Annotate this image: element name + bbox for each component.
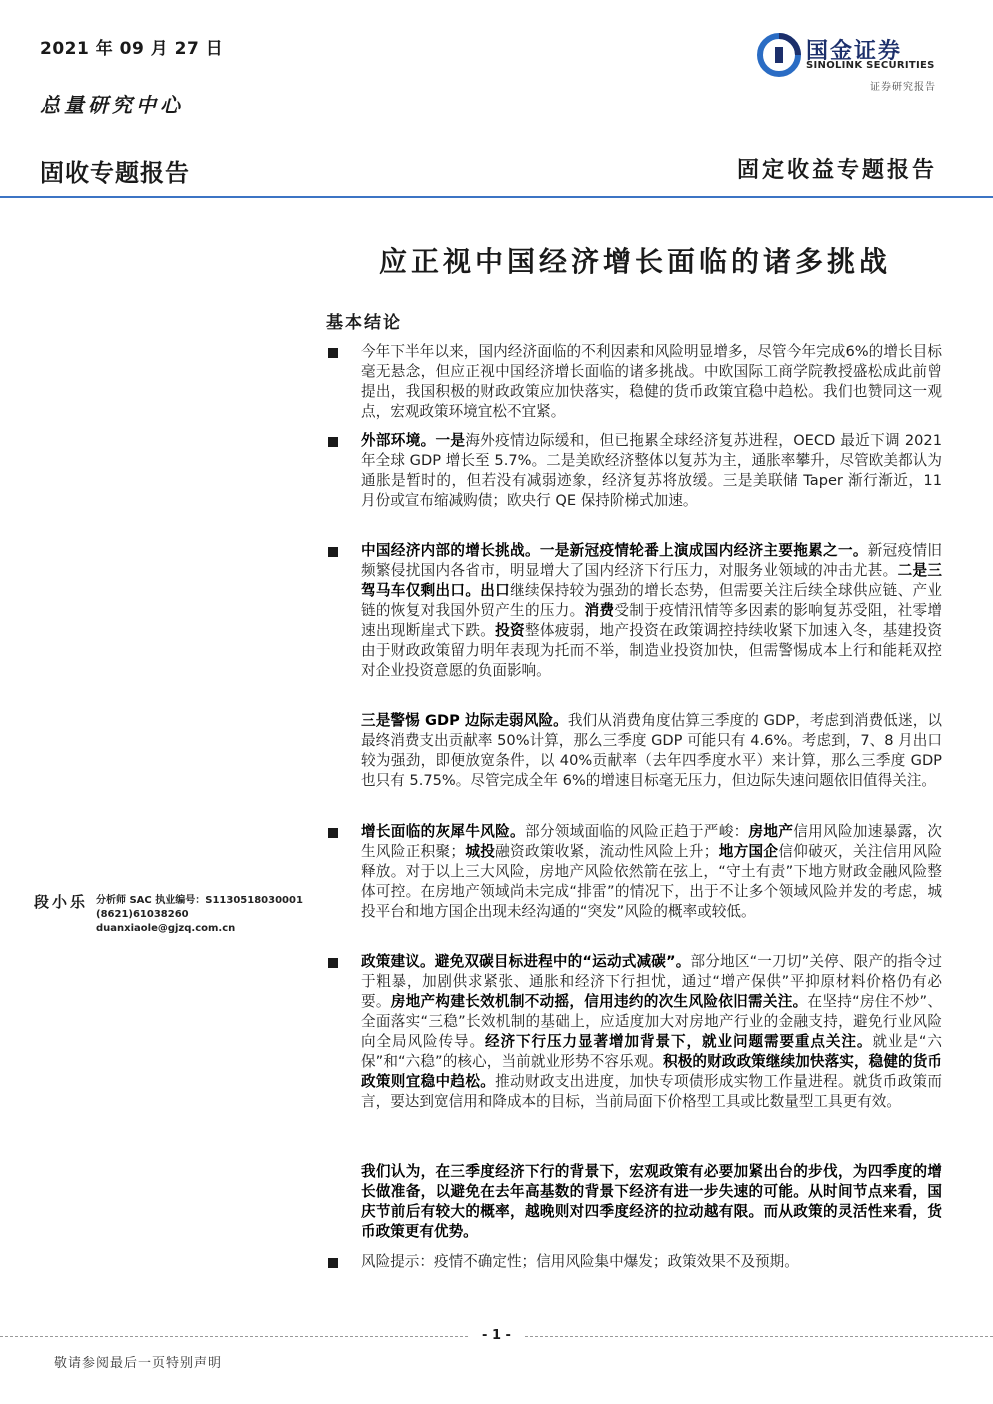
logo-name-en: SINOLINK SECURITIES (806, 60, 935, 71)
conclusion-paragraph (361, 1162, 942, 1242)
analyst-contact (96, 894, 303, 936)
body-text: 整体疲弱，地产投资在政策调控持续收紧下加速入冬，基建投资由于财政政策留力明年表现为托而不举，制造业投资加快，但需警惕成本上行和能耗双控对企业投资意愿的负面影响。 (361, 622, 942, 679)
body-text: 风险提示：疫情不确定性；信用风险集中爆发；政策效果不及预期。 (361, 1253, 799, 1270)
bullet-icon (328, 437, 338, 447)
body-text: 海外疫情边际缓和，但已拖累全球经济复苏进程，OECD 最近下调 2021 年全球 GDP 增长至 5.7%。二是美欧经济整体以复苏为主，通胀率攀升，尽管欧美都认为通胀是暂时的，但若没有减弱迹象，经济复苏将放缓。三是美联储 Taper 渐行渐近，11 月份或宣布缩减购债；欧央行 QE 保持阶梯式加速。 (361, 432, 942, 509)
section-title: 基本结论 (326, 313, 402, 333)
bullet-icon (328, 828, 338, 838)
logo-mark-icon (756, 32, 802, 78)
body-text: 融资政策收紧，流动性风险上升； (495, 843, 719, 860)
bullet-icon (328, 1258, 338, 1268)
bullet-icon (328, 547, 338, 557)
page-number: - 1 - (470, 1328, 523, 1343)
report-type-left: 固收专题报告 (40, 159, 190, 187)
body-text: 我们从消费角度估算三季度的 GDP，考虑到消费低迷，以最终消费支出贡献率 50%计算，那么三季度 GDP 可能只有 4.6%。考虑到，7、8 月出口较为强劲，即便放宽条件，以 40%贡献率（去年四季度水平）来计算，那么三季度 GDP 也只有 5.75%。尽管完成全年 6%的增速目标毫无压力，但边际失速问题依旧值得关注。 (361, 712, 942, 789)
body-text: 信仰破灭，关注信用风险释放。对于以上三大风险，房地产风险依然箭在弦上，“守土有责”下地方财政金融风险整体可控。在房地产领域尚未完成“排雷”的情况下，出于不让多个领域风险并发的考虑，城投平台和地方国企出现未经沟通的“突发”风险的概率或较低。 (361, 843, 942, 920)
body-text: 受制于疫情汛情等多因素的影响复苏受阻，社零增速出现断崖式下跌。 (361, 602, 942, 639)
report-type-right: 固定收益专题报告 (736, 157, 937, 183)
external-environment-paragraph (361, 431, 942, 511)
emphasis-text: 中国经济内部的增长挑战。一是新冠疫情轮番上演成国内经济主要拖累之一。 (361, 542, 868, 559)
risk-warning-paragraph (361, 1252, 942, 1272)
body-text: 部分地区“一刀切”关停、限产的指令过于粗暴，加剧供求紧张、通胀和经济下行担忧，通过“增产保供”平抑原材料价格仍有必要。 (361, 953, 943, 1010)
body-text: 就业是“六保”和“六稳”的核心，当前就业形势不容乐观。 (361, 1033, 942, 1070)
bullet-icon (328, 348, 338, 358)
analyst-name: 段小乐 (34, 893, 89, 911)
domestic-challenges-paragraph (361, 541, 942, 681)
emphasis-text: 外部环境。一是 (361, 432, 466, 449)
policy-suggestion-paragraph (361, 952, 942, 1112)
analyst-email[interactable]: duanxiaole@gjzq.com.cn (96, 923, 236, 934)
emphasis-text: 消费 (584, 602, 615, 619)
body-text: 推动财政支出进度，加快专项债形成实物工作量进程。就货币政策而言，要达到宽信用和降成本的目标，当前局面下价格型工具或比数量型工具更有效。 (361, 1073, 942, 1110)
disclaimer-note: 敬请参阅最后一页特别声明 (54, 1356, 223, 1371)
emphasis-text: 我们认为，在三季度经济下行的背景下，宏观政策有必要加紧出台的步伐，为四季度的增长做准备，以避免在去年高基数的背景下经济有进一步失速的可能。从时间节点来看，国庆节前后有较大的概率，越晚则对四季度经济的拉动越有限。而从政策的灵活性来看，货币政策更有优势。 (361, 1163, 942, 1240)
summary-paragraph (361, 342, 942, 422)
emphasis-text: 增长面临的灰犀牛风险。 (361, 823, 525, 840)
emphasis-text: 二是三驾马车仅剩出口。出口 (361, 562, 942, 599)
analyst-license: 分析师 SAC 执业编号：S1130518030001 (96, 895, 303, 906)
emphasis-text: 投资 (495, 622, 525, 639)
emphasis-text: 房地产构建长效机制不动摇，信用违约的次生风险依旧需关注。 (390, 993, 808, 1010)
emphasis-text: 经济下行压力显著增加背景下，就业问题需要重点关注。 (484, 1033, 873, 1050)
body-text: 信用风险加速暴露，次生风险正积聚； (361, 823, 942, 860)
header-divider (0, 196, 993, 198)
bullet-icon (328, 958, 338, 968)
company-logo (754, 30, 944, 80)
emphasis-text: 三是警惕 GDP 边际走弱风险。 (361, 712, 568, 729)
report-date: 2021 年 09 月 27 日 (40, 39, 224, 59)
body-text: 新冠疫情旧频繁侵扰国内各省市，明显增大了国内经济下行压力，对服务业领域的冲击尤甚。 (361, 542, 942, 579)
department-name: 总量研究中心 (40, 93, 184, 117)
body-text: 在坚持“房住不炒”、全面落实“三稳”长效机制的基础上，应适度加大对房地产行业的金融支持，避免行业风险向全局风险传导。 (361, 993, 942, 1050)
gdp-risk-paragraph (361, 711, 942, 791)
emphasis-text: 积极的财政政策继续加快落实，稳健的货币政策则宜稳中趋松。 (361, 1053, 942, 1090)
grey-rhino-paragraph (361, 822, 942, 922)
analyst-phone: (8621)61038260 (96, 909, 189, 920)
emphasis-text: 城投 (465, 843, 496, 860)
emphasis-text: 政策建议。避免双碳目标进程中的“运动式减碳”。 (361, 953, 691, 970)
logo-name-cn: 国金证券 (806, 39, 903, 64)
report-title: 应正视中国经济增长面临的诸多挑战 (378, 245, 891, 278)
body-text: 今年下半年以来，国内经济面临的不利因素和风险明显增多，尽管今年完成6%的增长目标毫无悬念，但应正视中国经济增长面临的诸多挑战。中欧国际工商学院教授盛松成此前曾提出，我国积极的财政政策应加快落实，稳健的货币政策宜稳中趋松。我们也赞同这一观点，宏观政策环境宜松不宜紧。 (361, 343, 942, 420)
logo-subtitle: 证券研究报告 (870, 82, 936, 93)
emphasis-text: 地方国企 (718, 843, 779, 860)
body-text: 部分领域面临的风险正趋于严峻： (524, 823, 749, 840)
body-text: 继续保持较为强劲的增长态势，但需要关注后续全球供应链、产业链的恢复对我国外贸产生的压力。 (361, 582, 942, 619)
emphasis-text: 房地产 (748, 823, 794, 840)
